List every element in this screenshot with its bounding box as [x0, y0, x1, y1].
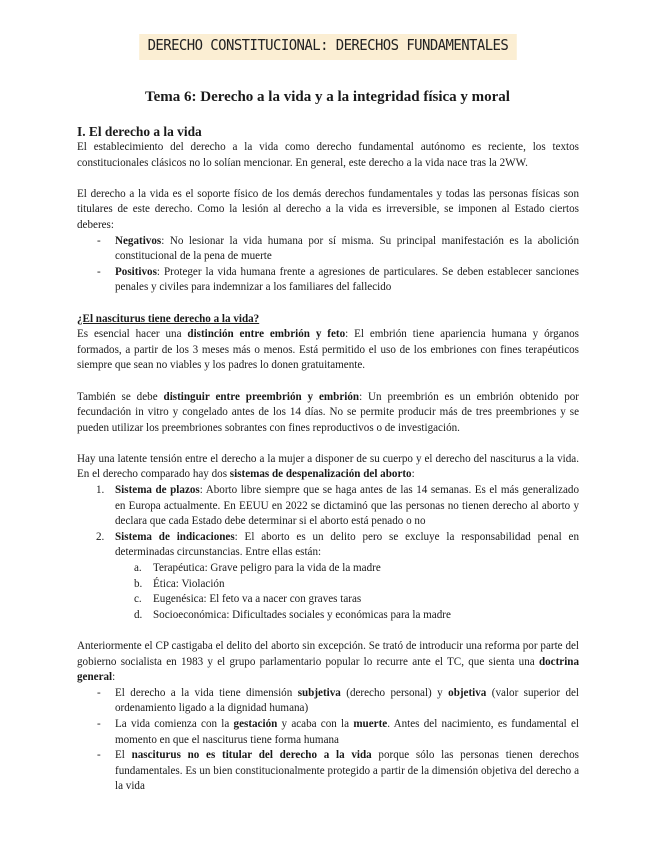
number-marker: 1.: [96, 484, 105, 497]
term: Negativos: [115, 234, 162, 247]
number-marker: 2.: [96, 530, 105, 543]
dash-marker: -: [97, 686, 101, 699]
item-text: Socioeconómica: Dificultades sociales y económicas para la madre: [153, 608, 451, 621]
question-heading: ¿El nasciturus tiene derecho a la vida?: [77, 312, 260, 325]
list-item: [77, 592, 579, 608]
header-wrap: [0, 34, 655, 60]
list-item: [77, 561, 579, 577]
doctrina-list: [77, 686, 579, 795]
list-item: [77, 234, 579, 265]
paragraph: Anteriormente el CP castigaba el delito del aborto sin excepción. Se trató de introducir una reforma por parte del gobierno socialista en 1983 y el grupo parlamentario popular lo recurre ante el TC, que sienta una doctrina general:: [77, 640, 579, 684]
list-item: - El derecho a la vida tiene dimensión subjetiva (derecho personal) y objetiva (valor superior del ordenamiento ligado a la dignidad humana): [97, 686, 579, 715]
deberes-list: [77, 234, 579, 296]
list-item: [77, 483, 579, 530]
item-text: Eugenésica: El feto va a nacer con graves taras: [153, 593, 362, 606]
term: Positivos: [115, 265, 157, 278]
term: Sistema de indicaciones: [115, 530, 235, 543]
list-item: [77, 608, 579, 624]
item-text: Ética: Violación: [153, 577, 225, 590]
paragraph: También se debe distinguir entre preembrión y embrión: Un preembrión es un embrión obtenido por fecundación in vitro y congelado antes de los 14 días. No se permite producir más de tres preembriones y se pueden utilizar los preembriones sobrantes con fines reproductivos o de investigación.: [77, 390, 580, 434]
paragraph: Es esencial hacer una distinción entre embrión y feto: El embrión tiene apariencia humana y órganos formados, a partir de los 3 meses más o menos. Está permitido el uso de los embriones con fines terapéuticos siempre que sean no viables y los padres lo donen gratuitamente.: [77, 328, 579, 372]
term: Sistema de plazos: [115, 484, 200, 497]
sistemas-list: [77, 483, 579, 561]
dash-marker: -: [97, 265, 101, 278]
letter-marker: a.: [134, 562, 142, 575]
list-item: [77, 577, 579, 593]
section-heading: I. El derecho a la vida: [77, 124, 202, 139]
item-text: : Proteger la vida humana frente a agresiones de particulares. Se deben establecer sanciones penales y civiles para indemnizar a los familiares del fallecido: [115, 265, 579, 294]
content: [77, 124, 579, 795]
list-item: [77, 530, 579, 561]
list-item: - El nasciturus no es titular del derecho a la vida porque sólo las personas tienen derechos fundamentales. Es un bien constitucionalmente protegido a partir de la dimensión objetiva del derecho a la vida: [97, 749, 579, 793]
dash-marker: -: [97, 717, 101, 730]
letter-marker: c.: [134, 593, 142, 606]
letter-marker: b.: [134, 577, 143, 590]
item-text: : El aborto es un delito pero se excluye la responsabilidad penal en determinadas circunstancias. Entre ellas están:: [115, 530, 579, 559]
course-header: DERECHO CONSTITUCIONAL: DERECHOS FUNDAMENTALES: [139, 34, 516, 60]
list-item: [77, 265, 579, 296]
paragraph: El establecimiento del derecho a la vida como derecho fundamental autónomo es reciente, los textos constitucionales clásicos no lo solían mencionar. En general, este derecho a la vida nace tras la 2WW.: [77, 141, 579, 169]
paragraph: El derecho a la vida es el soporte físico de los demás derechos fundamentales y todas las personas físicas son titulares de este derecho. Como la lesión al derecho a la vida es irreversible, se imponen al Estado ciertos deberes:: [77, 187, 579, 231]
item-text: : Aborto libre siempre que se haga antes de las 14 semanas. Es el más generalizado en Europa actualmente. En EEUU en 2022 se dictaminó que las personas no tienen derecho al aborto y declara que cada Estado debe determinar si el aborto está penado o no: [115, 484, 579, 528]
indicaciones-list: [77, 561, 579, 623]
dash-marker: -: [97, 749, 101, 762]
page-title: Tema 6: Derecho a la vida y a la integridad física y moral: [145, 89, 510, 105]
list-item: - La vida comienza con la gestación y acaba con la muerte. Antes del nacimiento, es fundamental el momento en que el nasciturus tiene forma humana: [97, 717, 579, 746]
letter-marker: d.: [134, 608, 143, 621]
dash-marker: -: [97, 234, 101, 247]
item-text: Terapéutica: Grave peligro para la vida de la madre: [153, 562, 381, 575]
item-text: : No lesionar la vida humana por sí misma. Su principal manifestación es la abolición constitucional de la pena de muerte: [115, 234, 579, 263]
paragraph: Hay una latente tensión entre el derecho a la mujer a disponer de su cuerpo y el derecho del nasciturus a la vida. En el derecho comparado hay dos sistemas de despenalización del aborto:: [77, 452, 579, 481]
